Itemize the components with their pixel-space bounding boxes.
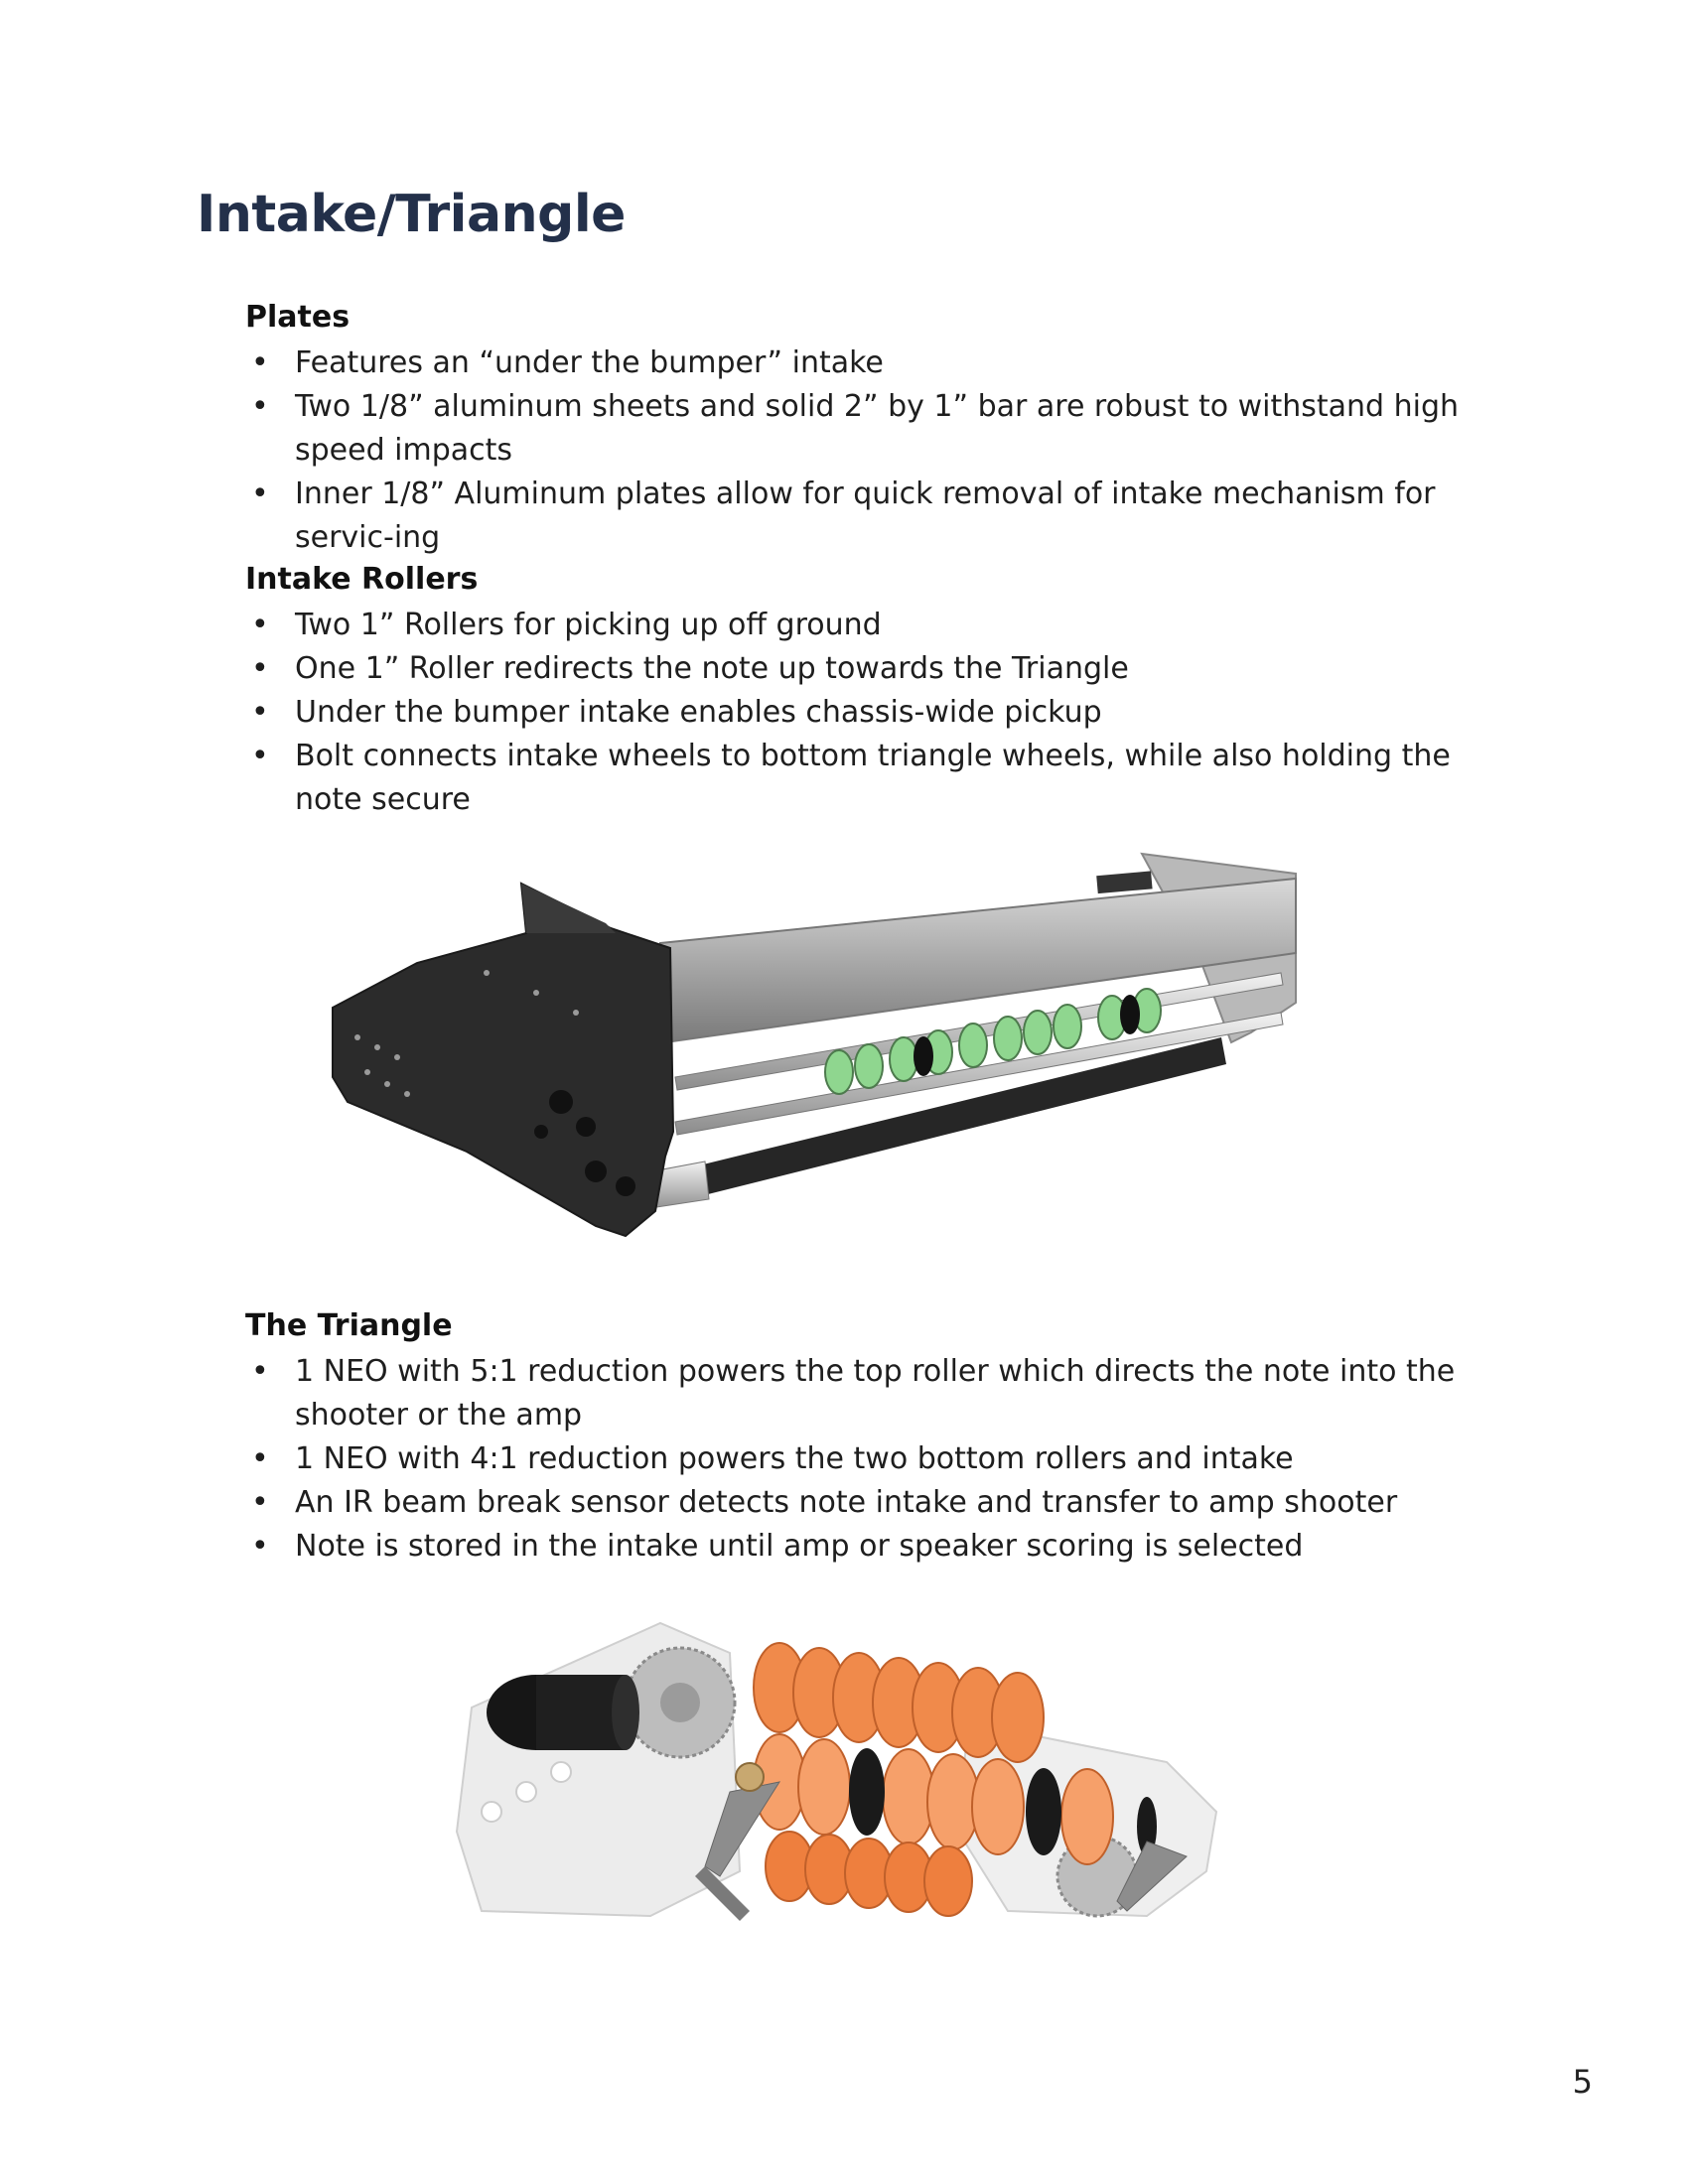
list-item: • 1 NEO with 5:1 reduction powers the top roller which directs the note into the shooter or the amp — [245, 1350, 1496, 1437]
section-heading-intake-rollers: Intake Rollers — [245, 562, 479, 597]
page-number: 5 — [1572, 2063, 1593, 2101]
plates-list — [245, 341, 1496, 560]
intake-rollers-list — [245, 604, 1496, 822]
list-item: • Under the bumper intake enables chassis-wide pickup — [245, 691, 1496, 735]
list-item: • Two 1/8” aluminum sheets and solid 2” by 1” bar are robust to withstand high speed impacts — [245, 385, 1496, 473]
page-title: Intake/Triangle — [197, 185, 626, 244]
triangle-mechanism-image — [452, 1613, 1236, 1941]
list-item: • Two 1” Rollers for picking up off ground — [245, 604, 1496, 647]
triangle-list — [245, 1350, 1496, 1569]
list-item: • Note is stored in the intake until amp or speaker scoring is selected — [245, 1525, 1496, 1569]
list-item: • 1 NEO with 4:1 reduction powers the two bottom rollers and intake — [245, 1437, 1496, 1481]
list-item: • Inner 1/8” Aluminum plates allow for quick removal of intake mechanism for servic-ing — [245, 473, 1496, 560]
section-heading-plates: Plates — [245, 300, 351, 335]
list-item: • An IR beam break sensor detects note intake and transfer to amp shooter — [245, 1481, 1496, 1525]
intake-assembly-image — [328, 834, 1311, 1251]
list-item: • Bolt connects intake wheels to bottom triangle wheels, while also holding the note secure — [245, 735, 1496, 822]
section-heading-triangle: The Triangle — [245, 1308, 453, 1343]
list-item: • Features an “under the bumper” intake — [245, 341, 1496, 385]
list-item: • One 1” Roller redirects the note up towards the Triangle — [245, 647, 1496, 691]
